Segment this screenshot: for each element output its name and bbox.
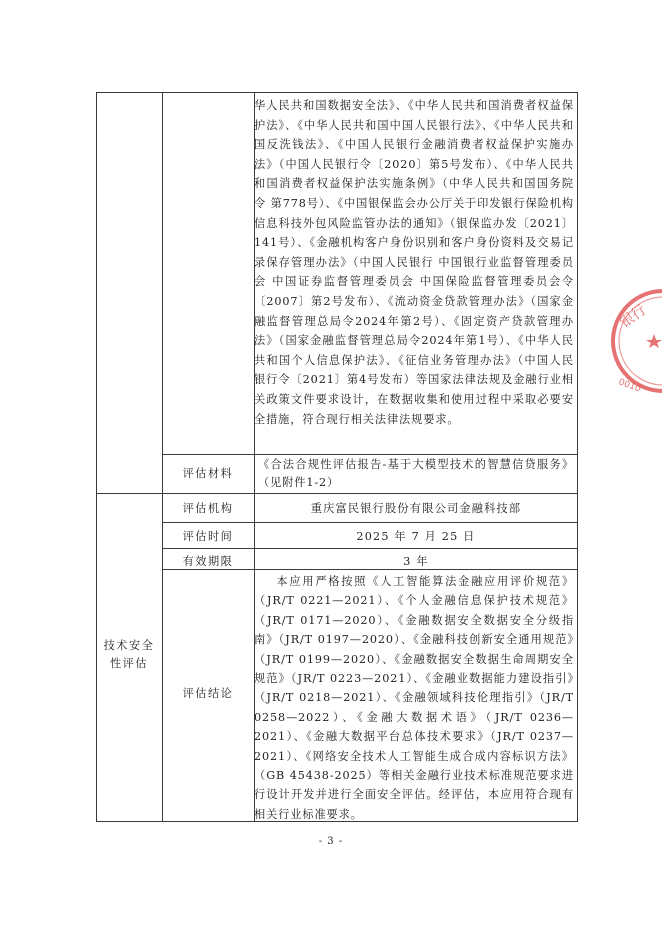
institution-value: 重庆富民银行股份有限公司金融科技部 — [310, 502, 522, 515]
page-number: - 3 - — [318, 836, 344, 847]
table-line — [162, 522, 578, 523]
table-line — [162, 569, 578, 570]
table-line — [96, 92, 97, 822]
svg-text:银行: 银行 — [617, 302, 650, 332]
seal-stamp-icon — [608, 286, 662, 396]
table-line — [162, 454, 578, 455]
validity-value: 3 年 — [403, 555, 429, 568]
legal-basis-text: 华人民共和国数据安全法》、《中华人民共和国消费者权益保护法》、《中华人民共和国中国人民银行法》、《中华人民共和国反洗钱法》、《中国人民银行金融消费者权益保护实施办法》（中国人民银行令〔2020〕第5号发布）、《中华人民共和国消费者权益保护法实施条例》（中华人民共和国国务院令 第778号）、《中国银保监会办公厅关于印发银行保险机构信息科技外包风险监管办法的通知》（银保监办发〔2021〕141号）、《金融机构客户身份识别和客户身份资料及交易记录保存管理办法》（中国人民银行 中国银行业监督管理委员会 中国证券监督管理委员会 中国保险监督管理委员会令〔2007〕第2号发布）、《流动资金贷款管理办法》（国家金融监督管理总局令2024年第2号）、《固定资产贷款管理办法》（国家金融监督管理总局令2024年第1号）、《中华人民共和国个人信息保护法》、《征信业务管理办法》（中国人民银行令〔2021〕第4号发布）等国家法律法规及金融行业相关政策文件要求设计，在数据收集和使用过程中采取必要安全措施，符合现行相关法律法规要求。 — [254, 99, 574, 426]
institution-label: 评估机构 — [182, 502, 234, 515]
validity-label: 有效期限 — [182, 555, 234, 568]
table-line — [96, 92, 578, 93]
time-value: 2025 年 7 月 25 日 — [356, 530, 476, 543]
materials-value: 《合法合规性评估报告-基于大模型技术的智慧信贷服务》（见附件1-2） — [258, 458, 574, 489]
assessment-table — [96, 92, 578, 822]
materials-label: 评估材料 — [182, 467, 234, 480]
tech-section-label: 技术安全性评估 — [103, 639, 155, 670]
time-label: 评估时间 — [182, 530, 234, 543]
conclusion-label: 评估结论 — [182, 687, 234, 700]
table-line — [162, 92, 163, 822]
table-line — [577, 92, 578, 822]
conclusion-text: 本应用严格按照《人工智能算法金融应用评价规范》（JR/T 0221—2021）、《个人金融信息保护技术规范》（JR/T 0171—2020）、《金融数据安全数据安全分级指南》（JR/T 0197—2020）、《金融科技创新安全通用规范》（JR/T 0199—2020）、《金融数据安全数据生命周期安全规范》（JR/T 0223—2021）、《金融业数据能力建设指引》（JR/T 0218—2021）、《金融领域科技伦理指引》（JR/T 0258—2022）、《金融大数据术语》（JR/T 0236—2021）、《金融大数据平台总体技术要求》（JR/T 0237—2021）、《网络安全技术人工智能生成合成内容标识方法》（GB 45438-2025）等相关金融行业技术标准规范要求进行设计开发并进行全面安全评估。经评估，本应用符合现有相关行业标准要求。 — [254, 575, 574, 821]
svg-text:0010: 0010 — [616, 377, 642, 395]
table-line — [162, 548, 578, 549]
table-line — [96, 493, 578, 494]
